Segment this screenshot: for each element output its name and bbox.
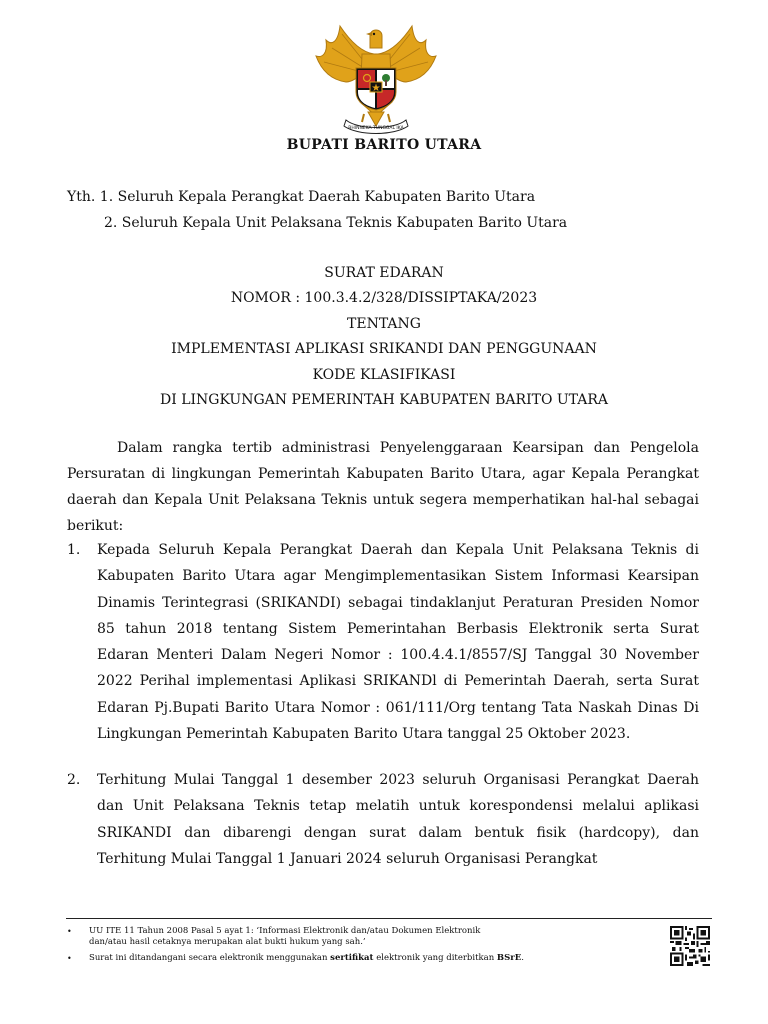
letter-type: SURAT EDARAN bbox=[324, 265, 444, 281]
emblem-motto: BHINNEKA TUNGGAL IKA bbox=[348, 126, 404, 131]
footer-divider bbox=[66, 918, 712, 919]
list-item-text: Terhitung Mulai Tanggal 1 desember 2023 seluruh Organisasi Perangkat Daerah dan Unit Pelaksana Teknis tetap melatih untuk korespondensi melalui aplikasi SRIKANDI dan dibarengi dengan surat dalam bentuk fisik (hardcopy), dan Terhitung Mulai Tanggal 1 Januari 2024 seluruh Organisasi Perangkat bbox=[97, 772, 699, 867]
addressee-item-1: 1. Seluruh Kepala Perangkat Daerah Kabupaten Barito Utara bbox=[99, 189, 536, 205]
list-item-number: 1. bbox=[67, 542, 81, 558]
footnote-bullet: • bbox=[67, 927, 72, 936]
garuda-emblem-icon bbox=[312, 24, 440, 136]
qr-code-icon[interactable] bbox=[670, 926, 710, 966]
addressee-prefix: Yth. bbox=[67, 189, 96, 205]
footnote-signature-cert: sertifikat bbox=[330, 953, 374, 963]
issuer-title: BUPATI BARITO UTARA bbox=[286, 137, 482, 153]
list-item-text: Kepada Seluruh Kepala Perangkat Daerah dan Kepala Unit Pelaksana Teknis di Kabupaten Barito Utara agar Mengimplementasikan Sistem Informasi Kearsipan Dinamis Terintegrasi (SRIKANDI) sebagai tindaklanjut Peraturan Presiden Nomor 85 tahun 2018 tentang Sistem Pemerintahan Berbasis Elektronik serta Surat Edaran Menteri Dalam Negeri Nomor : 100.4.4.1/8557/SJ Tanggal 30 November 2022 Perihal implementasi Aplikasi SRIKANDl di Pemerintah Daerah, serta Surat Edaran Pj.Bupati Barito Utara Nomor : 061/111/Org tentang Tata Naskah Dinas Di Lingkungan Pemerintah Kabupaten Barito Utara tanggal 25 Oktober 2023. bbox=[97, 542, 699, 743]
letter-number: NOMOR : 100.3.4.2/328/DISSIPTAKA/2023 bbox=[230, 290, 538, 306]
intro-paragraph: Dalam rangka tertib administrasi Penyelenggaraan Kearsipan dan Pengelola Persuratan di lingkungan Pemerintah Kabupaten Barito Utara, agar Kepala Perangkat daerah dan Kepala Unit Pelaksana Teknis untuk segera memperhatikan hal-hal sebagai berikut: bbox=[67, 440, 699, 534]
list-item bbox=[67, 537, 699, 747]
footnote-signature-text: Surat ini ditandangani secara elektronik menggunakan bbox=[89, 953, 331, 963]
list-item bbox=[67, 767, 699, 872]
footnote-signature-text: elektronik yang diterbitkan bbox=[373, 953, 497, 963]
footnote-bullet: • bbox=[67, 954, 72, 963]
subject-line-3: DI LINGKUNGAN PEMERINTAH KABUPATEN BARITO UTARA bbox=[159, 392, 609, 408]
letter-about-label: TENTANG bbox=[347, 316, 421, 332]
footnote-signature bbox=[89, 953, 609, 964]
footnote-ite-line-1: UU ITE 11 Tahun 2008 Pasal 5 ayat 1: ‘Informasi Elektronik dan/atau Dokumen Elektronik bbox=[89, 926, 481, 936]
footnote-ite-line-2: dan/atau hasil cetaknya merupakan alat bukti hukum yang sah.’ bbox=[89, 937, 366, 947]
subject-line-2: KODE KLASIFIKASI bbox=[312, 367, 456, 383]
footnote-signature-end: . bbox=[521, 953, 524, 963]
addressee-line-2: 2. Seluruh Kepala Unit Pelaksana Teknis Kabupaten Barito Utara bbox=[104, 215, 568, 231]
footnote-ite bbox=[89, 926, 609, 948]
list-item-number: 2. bbox=[67, 772, 81, 788]
footnote-signature-issuer: BSrE bbox=[496, 953, 522, 963]
subject-line-1: IMPLEMENTASI APLIKASI SRIKANDI DAN PENGGUNAAN bbox=[171, 341, 597, 357]
addressee-line-1 bbox=[67, 188, 535, 206]
